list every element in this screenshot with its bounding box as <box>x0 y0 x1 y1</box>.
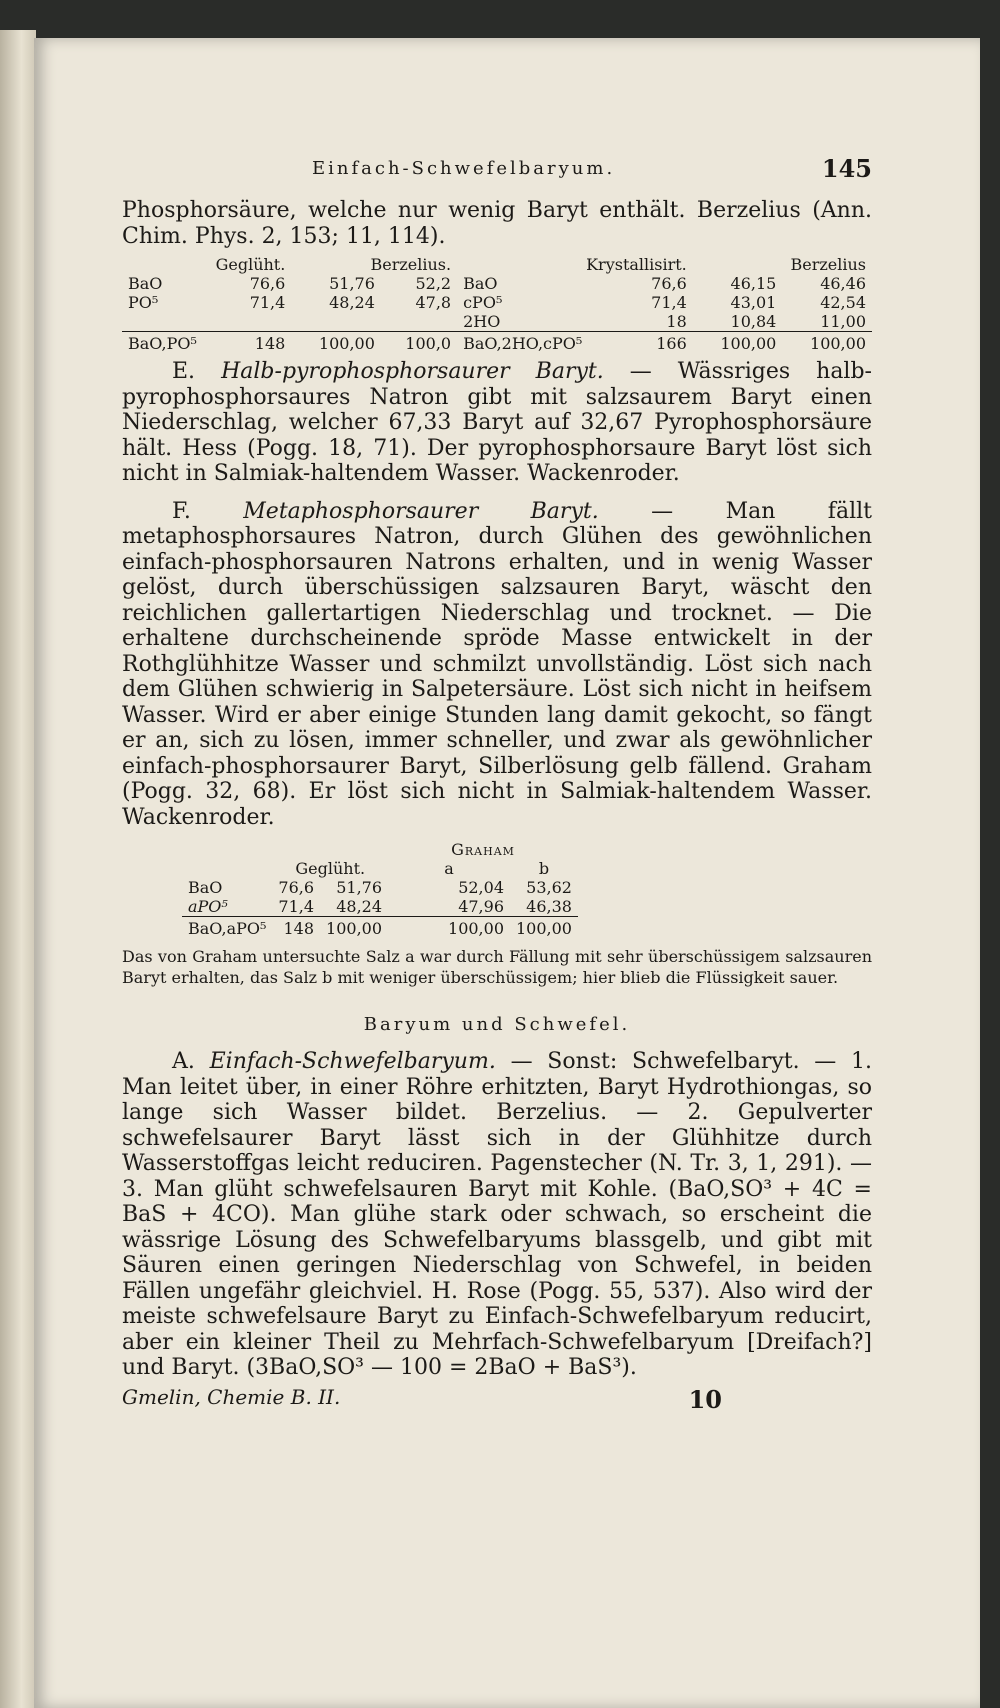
table-cell: 43,01 <box>730 293 777 312</box>
table-cell: 47,8 <box>415 293 452 312</box>
table-cell: cPO⁵ <box>463 293 503 312</box>
page-footer <box>122 1385 872 1415</box>
table-header-row <box>182 840 578 859</box>
paragraph-a-letter: A. <box>172 1049 195 1074</box>
paragraph-e-letter: E. <box>172 359 196 384</box>
table-cell: 100,00 <box>510 917 578 939</box>
paragraph-f-letter: F. <box>172 498 191 524</box>
table-header-cell: a <box>444 859 454 878</box>
analysis-table-2 <box>182 840 578 938</box>
table-cell: 71,4 <box>249 293 286 312</box>
analysis-table-1 <box>122 255 872 353</box>
table-cell: 71,4 <box>278 897 315 916</box>
table-cell: BaO <box>188 878 223 897</box>
paragraph-a-text: — Sonst: Schwefelbaryt. — 1. Man leitet über, in einer Röhre erhitzten, Baryt Hydrothiongas, so lange sich Wasser bildet. Berzelius. — 2. Gepulverter schwefelsaurer Baryt lässt sich in der Glühhitze durch Wasserstoffgas leicht reduciren. Pagenstecher (N. Tr. 3, 1, 291). — 3. Man glüht schwefelsauren Baryt mit Kohle. (BaO,SO³ + 4C = BaS + 4CO). Man glühe stark oder schwach, so erscheint die wässrige Lösung des Schwefelbaryums blassgelb, und gibt mit Säuren einen geringen Niederschlag von Schwefel, in beiden Fällen ungefähr gleichviel. H. Rose (Pogg. 55, 537). Also wird der meiste schwefelsaure Baryt zu Einfach-Schwefelbaryum reducirt, aber ein kleiner Theil zu Mehrfach-Schwefelbaryum [Dreifach?] und Baryt. (3BaO,SO³ — 100 = 2BaO + BaS³). <box>122 1049 872 1380</box>
paragraph-f <box>122 499 872 831</box>
signature-mark: Gmelin, Chemie B. II. <box>122 1384 341 1409</box>
table-header-cell: Geglüht. <box>295 859 366 878</box>
table-row <box>122 274 872 293</box>
table-cell: 42,54 <box>820 293 866 312</box>
table-cell: 148 <box>272 917 320 939</box>
table-header-row <box>182 859 578 878</box>
table-cell: 100,00 <box>320 917 388 939</box>
table-cell: BaO,aPO⁵ <box>182 917 272 939</box>
table-header-cell: Geglüht. <box>215 255 286 274</box>
table-row <box>122 293 872 312</box>
running-header <box>122 154 872 198</box>
table-cell: 100,00 <box>693 332 783 354</box>
paragraph-a-title: Einfach-Schwefelbaryum. <box>209 1049 496 1074</box>
table-row <box>182 878 578 897</box>
table-cell: 76,6 <box>278 878 315 897</box>
table-total-row <box>122 332 872 354</box>
table-cell <box>291 312 381 332</box>
paragraph-e <box>122 359 872 487</box>
table-cell: 76,6 <box>651 274 687 293</box>
intro-paragraph: Phosphorsäure, welche nur wenig Baryt enthält. Berzelius (Ann. Chim. Phys. 2, 153; 11, 114). <box>122 198 872 249</box>
table-cell: 48,24 <box>329 293 375 312</box>
table-cell: 46,46 <box>820 274 866 293</box>
table-header-row <box>122 255 872 274</box>
table-cell: 100,0 <box>381 332 457 354</box>
facing-page-edge <box>0 30 36 1708</box>
table-cell: 166 <box>630 332 693 354</box>
table-header-cell: b <box>538 859 550 878</box>
table-cell: 46,38 <box>526 897 572 916</box>
table-cell: 53,62 <box>526 878 572 897</box>
table-cell: 51,76 <box>336 878 383 897</box>
paragraph-f-text: — Man fällt metaphosphorsaures Natron, durch Glühen des gewöhnlichen einfach-phosphorsauren Natrons erhalten, und in wenig Wasser gelöst, durch überschüssigen salzsauren Baryt, wäscht den reichlichen gallertartigen Niederschlag und trocknet. — Die erhaltene durchscheinende spröde Masse entwickelt in der Rothglühhitze Wasser und schmilzt unvollständig. Löst sich nach dem Glühen schwierig in Salpetersäure. Löst sich nicht in heifsem Wasser. Wird er aber einige Stunden lang damit gekocht, so fängt er an, sich zu lösen, immer schneller, und zwar als gewöhnlicher einfach-phosphorsaurer Baryt, Silberlösung gelb fällend. Graham (Pogg. 32, 68). Er löst sich nicht in Salmiak-haltendem Wasser. Wackenroder. <box>122 498 872 830</box>
table-cell: BaO,2HO,cPO⁵ <box>457 332 630 354</box>
signature-number: 10 <box>688 1384 722 1414</box>
table-cell: 100,00 <box>388 917 510 939</box>
table-cell <box>381 312 457 332</box>
table-cell: 46,15 <box>730 274 777 293</box>
table-cell: 100,00 <box>782 332 872 354</box>
table-total-row <box>182 917 578 939</box>
page-content <box>122 154 872 1415</box>
table-cell: 76,6 <box>249 274 286 293</box>
table-cell: 52,04 <box>458 878 504 897</box>
table-cell: BaO <box>463 274 498 293</box>
book-page <box>34 38 980 1708</box>
page-number: 145 <box>821 154 872 183</box>
table-cell: 18 <box>666 312 687 331</box>
table-header-cell: Berzelius. <box>370 255 452 274</box>
table-cell: 52,2 <box>415 274 452 293</box>
paragraph-e-title: Halb-pyrophosphorsaurer Baryt. <box>221 359 604 384</box>
table-row <box>182 897 578 917</box>
table-cell: PO⁵ <box>128 293 159 312</box>
table-cell <box>122 312 229 332</box>
table-cell: 100,00 <box>291 332 381 354</box>
table-cell: 47,96 <box>458 897 504 916</box>
table-cell: 11,00 <box>820 312 866 331</box>
table-header-cell: Graham <box>451 840 515 859</box>
table-header-cell: Krystallisirt. <box>586 255 687 274</box>
table-cell: 10,84 <box>730 312 777 331</box>
table-cell: aPO⁵ <box>188 897 228 916</box>
table-header-cell: Berzelius <box>790 255 866 274</box>
paragraph-a <box>122 1049 872 1381</box>
table-cell <box>229 312 292 332</box>
table-cell: 71,4 <box>651 293 687 312</box>
table-cell: 148 <box>229 332 292 354</box>
paragraph-f-title: Metaphosphorsaurer Baryt. <box>243 498 599 524</box>
table-cell: 51,76 <box>329 274 375 293</box>
table-row <box>122 312 872 332</box>
table-cell: BaO,PO⁵ <box>122 332 229 354</box>
running-title: Einfach-Schwefelbaryum. <box>312 158 616 179</box>
section-heading: Baryum und Schwefel. <box>363 1014 631 1035</box>
table-cell: BaO <box>128 274 163 293</box>
paragraph-e-text: — Wässriges halb-pyrophosphorsaures Natron gibt mit salzsaurem Baryt einen Niederschlag, welcher 67,33 Baryt auf 32,67 Pyrophosphorsäure hält. Hess (Pogg. 18, 71). Der pyrophosphorsaure Baryt löst sich nicht in Salmiak-haltendem Wasser. Wackenroder. <box>122 359 872 486</box>
table-cell: 2HO <box>463 312 501 331</box>
table-note: Das von Graham untersuchte Salz a war durch Fällung mit sehr überschüssigem salzsauren Baryt erhalten, das Salz b mit weniger überschüssigem; hier blieb die Flüssigkeit sauer. <box>122 947 872 987</box>
table-cell: 48,24 <box>336 897 383 916</box>
